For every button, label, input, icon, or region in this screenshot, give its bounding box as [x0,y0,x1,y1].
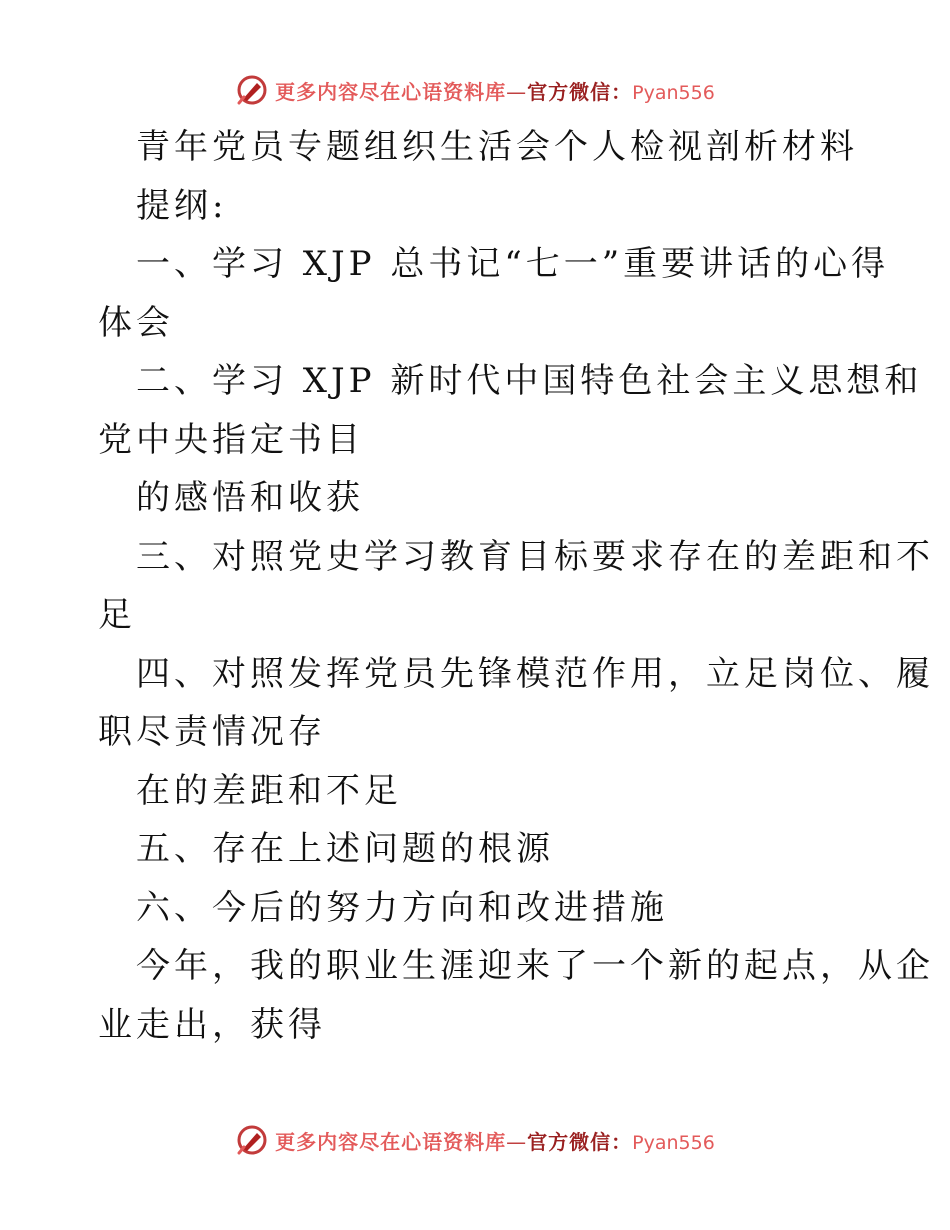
outline-item-1: 一、学习 XJP 总书记“七一”重要讲话的心得 [136,244,890,284]
outline-item-3-cont: 足 [98,595,136,635]
body-paragraph: 今年，我的职业生涯迎来了一个新的起点，从企 [136,946,934,986]
watermark-text [275,1126,715,1155]
pen-nib-logo-icon [235,73,269,107]
body-paragraph-cont: 业走出，获得 [98,1004,326,1045]
header-watermark [0,72,950,108]
outline-item-5: 五、存在上述问题的根源 [136,829,554,869]
outline-item-2-cont-2: 的感悟和收获 [136,478,364,518]
watermark-brand: 更多内容尽在心语资料库 [275,79,507,104]
document-body [98,118,934,1054]
outline-item-4: 四、对照发挥党员先锋模范作用，立足岗位、履 [136,653,934,694]
watermark-official: 官方微信： [527,1129,633,1154]
watermark-separator: — [506,79,528,104]
watermark-text [275,76,715,105]
pen-nib-logo-icon [235,1123,269,1157]
watermark-official: 官方微信： [527,79,633,104]
outline-item-2-cont: 党中央指定书目 [98,419,364,460]
footer-watermark [0,1122,950,1158]
outline-item-6: 六、今后的努力方向和改进措施 [136,887,668,928]
watermark-wechat-id: Pyan556 [632,81,715,104]
outline-item-1-cont: 体会 [98,302,174,343]
watermark-separator: — [506,1129,528,1154]
outline-item-4-cont: 职尽责情况存 [98,712,326,752]
watermark-wechat-id: Pyan556 [632,1131,715,1154]
outline-item-4-cont-2: 在的差距和不足 [136,770,402,811]
outline-item-3: 三、对照党史学习教育目标要求存在的差距和不 [136,536,934,577]
outline-heading: 提纲: [136,185,228,226]
watermark-brand: 更多内容尽在心语资料库 [275,1129,507,1154]
document-title: 青年党员专题组织生活会个人检视剖析材料 [136,127,858,167]
outline-item-2: 二、学习 XJP 新时代中国特色社会主义思想和 [136,361,923,401]
